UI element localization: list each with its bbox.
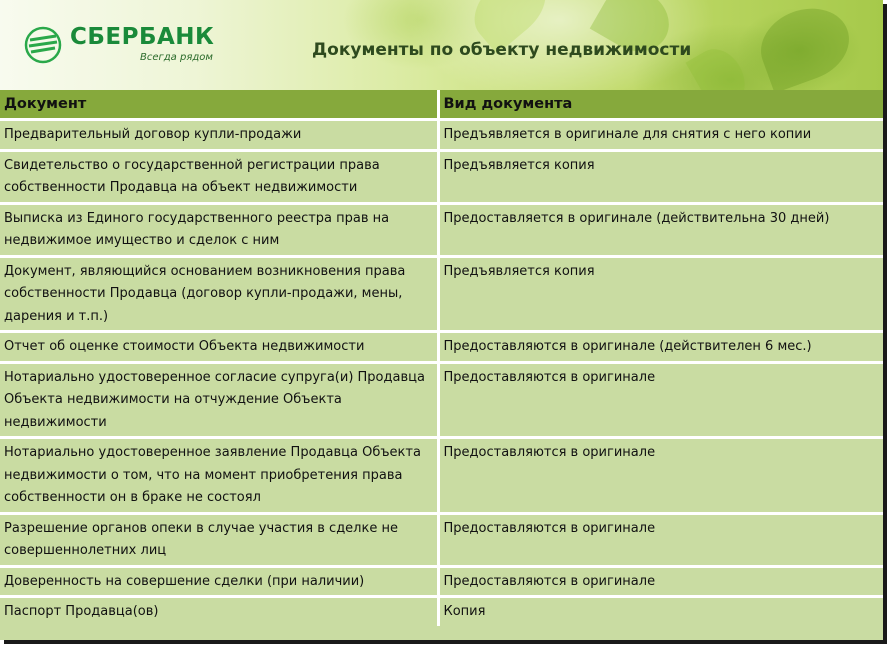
table-row xyxy=(0,332,883,363)
cell-document-type: Предоставляются в оригинале xyxy=(438,513,883,566)
cell-document: Разрешение органов опеки в случае участия в сделке не совершеннолетних лиц xyxy=(0,513,438,566)
cell-document-type: Копия xyxy=(438,597,883,626)
sberbank-logo-icon xyxy=(24,26,62,64)
documents-table xyxy=(0,90,883,626)
cell-document: Отчет об оценке стоимости Объекта недвижимости xyxy=(0,332,438,363)
cell-document-type: Предъявляется копия xyxy=(438,150,883,203)
table-row xyxy=(0,203,883,256)
column-header-document-type: Вид документа xyxy=(438,90,883,120)
cell-document-type: Предъявляется в оригинале для снятия с него копии xyxy=(438,120,883,151)
column-header-document: Документ xyxy=(0,90,438,120)
cell-document-type: Предъявляется копия xyxy=(438,256,883,332)
cell-document: Выписка из Единого государственного реестра прав на недвижимое имущество и сделок с ним xyxy=(0,203,438,256)
brand-slogan: Всегда рядом xyxy=(140,52,213,63)
table-row xyxy=(0,150,883,203)
table-row xyxy=(0,120,883,151)
table-row xyxy=(0,597,883,626)
table-row xyxy=(0,256,883,332)
table-row xyxy=(0,362,883,438)
cell-document: Свидетельство о государственной регистрации права собственности Продавца на объект недвижимости xyxy=(0,150,438,203)
cell-document-type: Предоставляются в оригинале (действителен 6 мес.) xyxy=(438,332,883,363)
cell-document-type: Предоставляются в оригинале xyxy=(438,362,883,438)
cell-document: Предварительный договор купли-продажи xyxy=(0,120,438,151)
brand-name: СБЕРБАНК xyxy=(70,24,215,50)
leaf-decoration xyxy=(751,0,860,93)
cell-document: Нотариально удостоверенное согласие супруга(и) Продавца Объекта недвижимости на отчуждение Объекта недвижимости xyxy=(0,362,438,438)
table-header-row xyxy=(0,90,883,120)
header-banner xyxy=(0,0,883,90)
cell-document: Документ, являющийся основанием возникновения права собственности Продавца (договор купли-продажи, мены, дарения и т.п.) xyxy=(0,256,438,332)
table-row xyxy=(0,513,883,566)
cell-document-type: Предоставляются в оригинале xyxy=(438,566,883,597)
cell-document-type: Предоставляется в оригинале (действительна 30 дней) xyxy=(438,203,883,256)
page-title: Документы по объекту недвижимости xyxy=(312,40,692,60)
table-row xyxy=(0,566,883,597)
cell-document: Паспорт Продавца(ов) xyxy=(0,597,438,626)
cell-document: Нотариально удостоверенное заявление Продавца Объекта недвижимости о том, что на момент приобретения права собственности он в браке не состоял xyxy=(0,438,438,514)
cell-document: Доверенность на совершение сделки (при наличии) xyxy=(0,566,438,597)
table-row xyxy=(0,438,883,514)
cell-document-type: Предоставляются в оригинале xyxy=(438,438,883,514)
sberbank-logo xyxy=(24,24,224,68)
